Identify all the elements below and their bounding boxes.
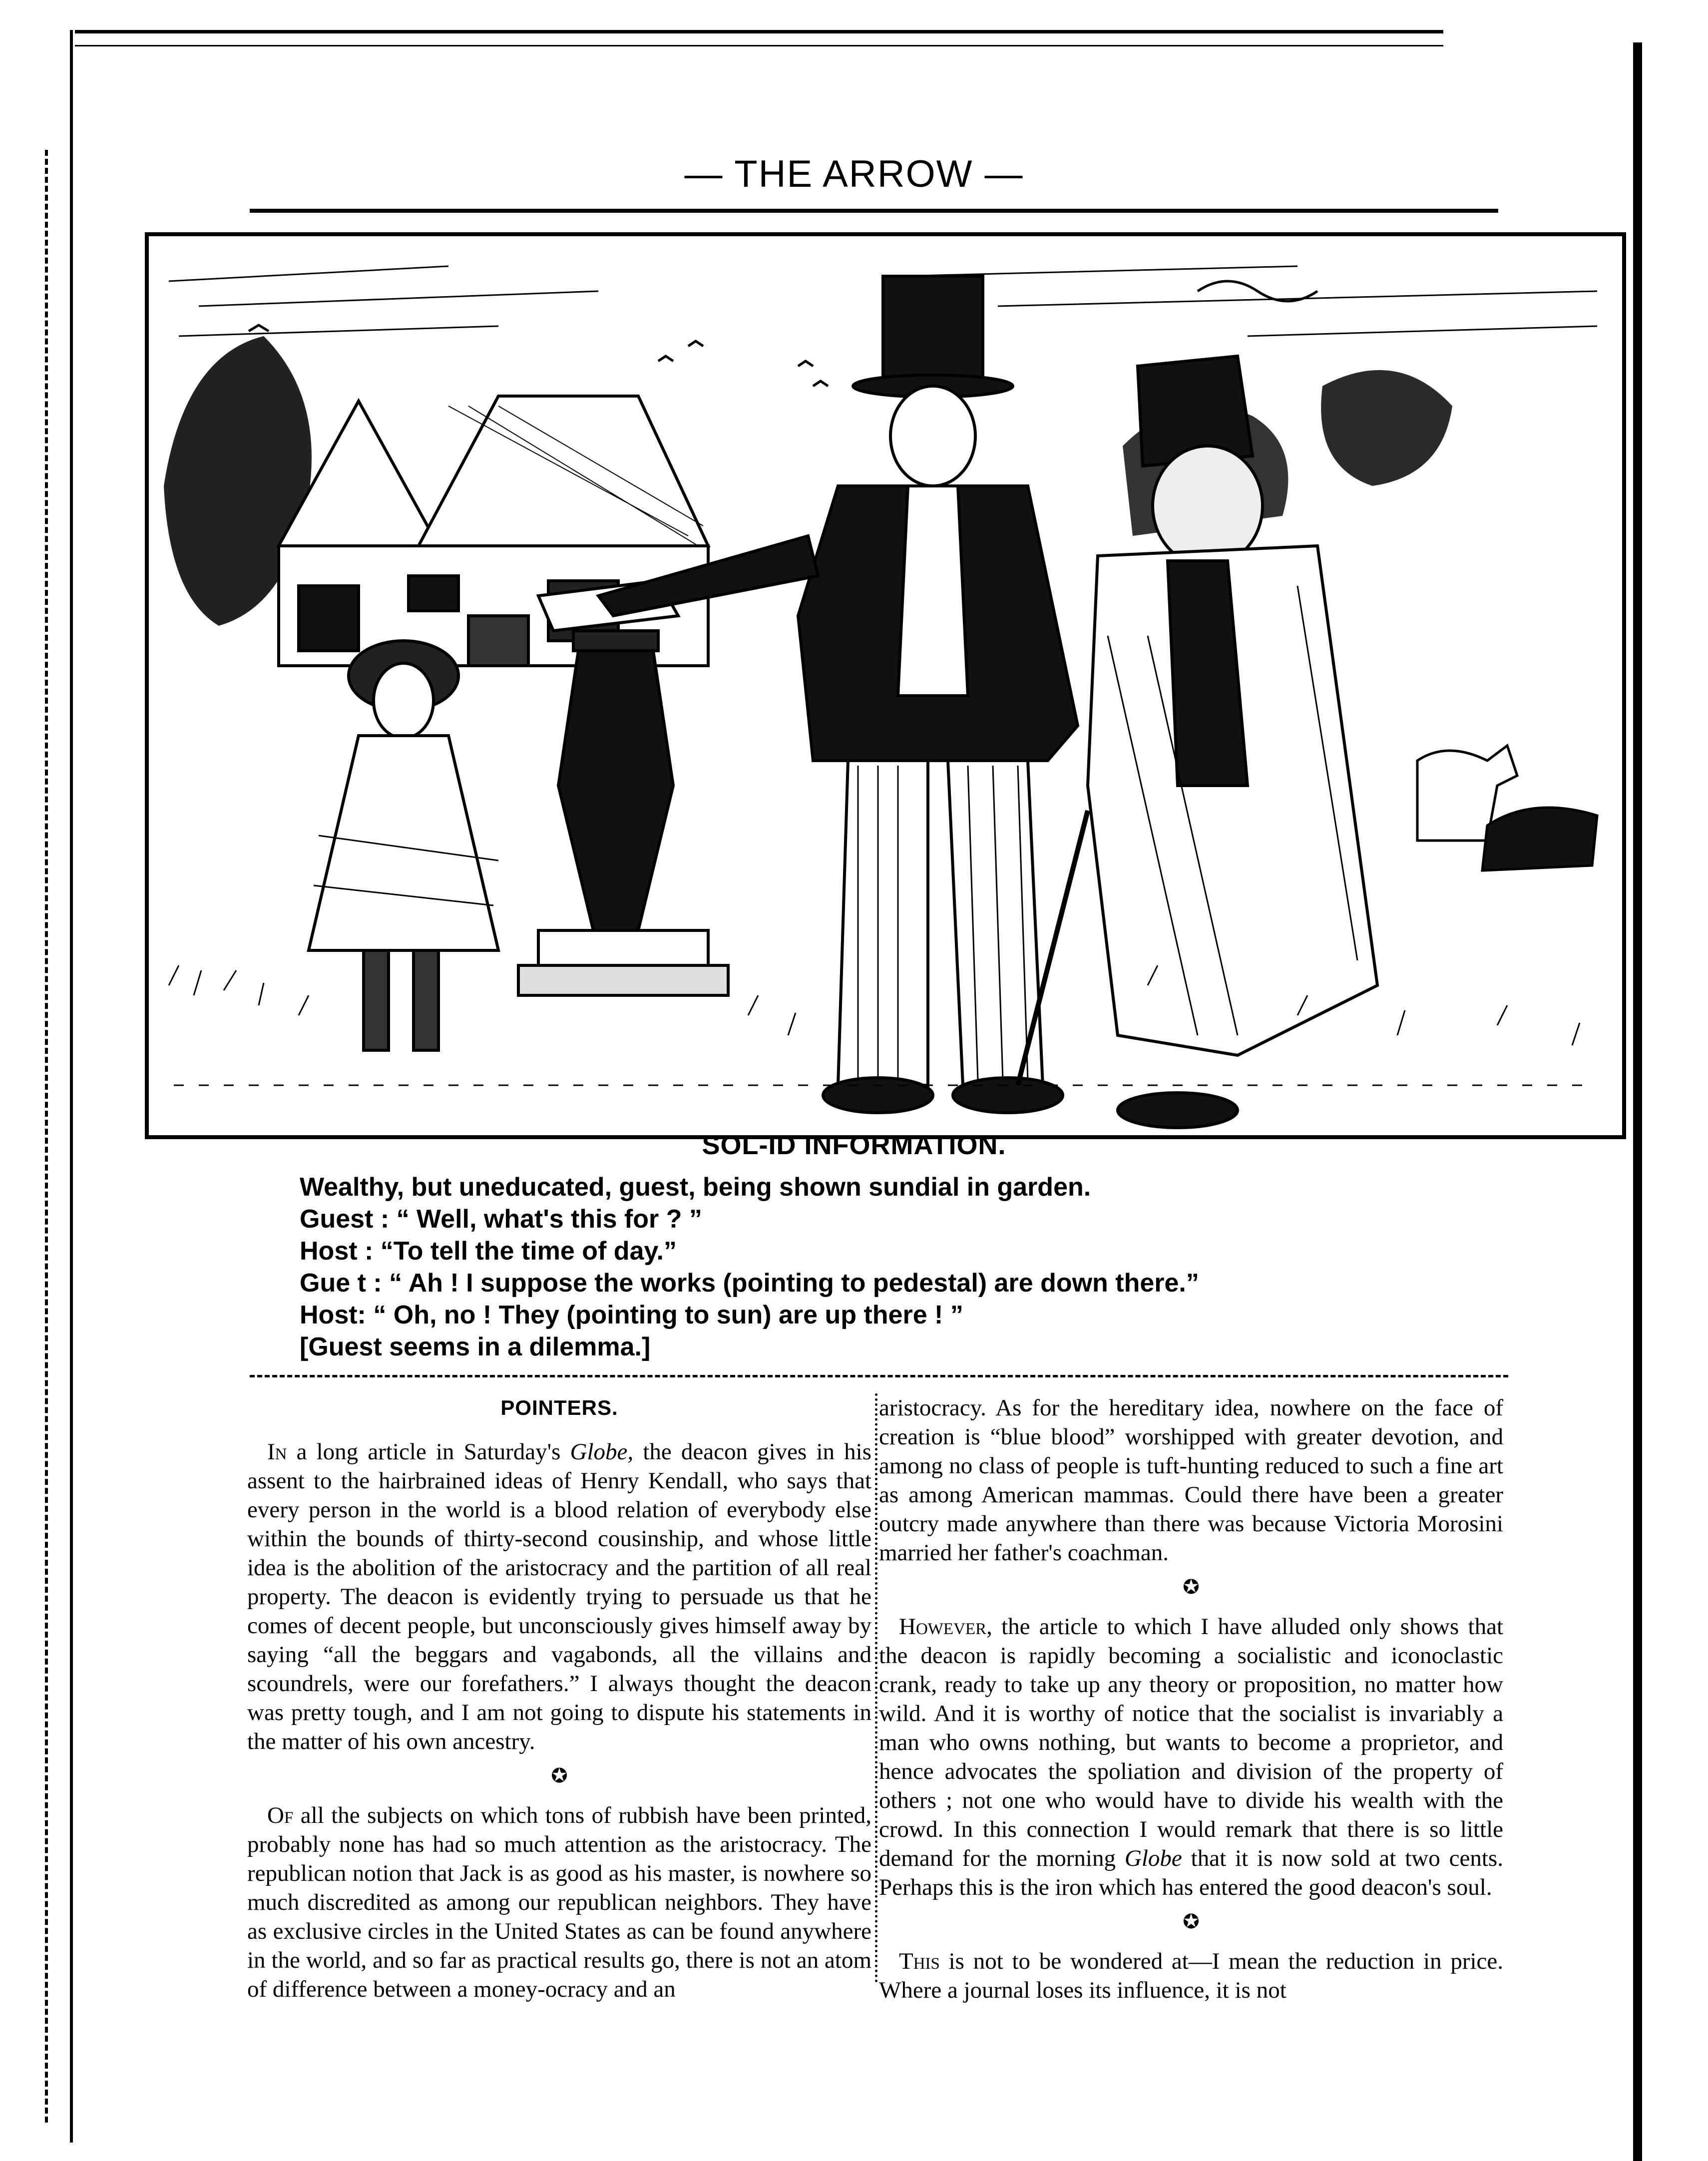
caption-line: Wealthy, but uneducated, guest, being shown sundial in garden. xyxy=(300,1173,1091,1202)
paragraph-text: all the subjects on which tons of rubbish have been printed, probably none has had so much attention as the aristocracy. The republican notion that Jack is as good as his master, is nowhere so much discredited as among our republican neighbors. They have as exclusive circles in the United States as can be found anywhere in the world, and so far as practical results go, there is not an atom of difference between a money-ocracy and an xyxy=(247,1802,871,2002)
article-paragraph xyxy=(879,1947,1503,2005)
ornament-icon: ✪ xyxy=(1183,1576,1200,1598)
caption-line: Guest : “ Well, what's this for ? ” xyxy=(300,1205,702,1234)
masthead-rule xyxy=(250,209,1498,213)
left-border-rule xyxy=(70,30,73,2143)
article-heading: POINTERS. xyxy=(500,1396,618,1419)
column-divider xyxy=(875,1393,877,1983)
right-border-rule xyxy=(1633,42,1642,2161)
drop-lead: However, xyxy=(899,1614,992,1640)
cartoon-drawing xyxy=(149,236,1622,1135)
top-border-rule-thin xyxy=(75,45,1443,46)
drop-lead: Of xyxy=(267,1802,294,1828)
section-separator xyxy=(250,1375,1508,1377)
caption-line: Host : “To tell the time of day.” xyxy=(300,1237,677,1266)
article-paragraph xyxy=(247,1801,871,2004)
caption-line: Host: “ Oh, no ! They (pointing to sun) are up there ! ” xyxy=(300,1300,963,1329)
drop-lead: This xyxy=(899,1948,940,1974)
article-column-right xyxy=(879,1393,1503,2005)
drop-lead: In xyxy=(267,1439,287,1465)
newspaper-name: Globe, xyxy=(570,1439,634,1465)
caption-line: Gue t : “ Ah ! I suppose the works (pointing to pedestal) are down there.” xyxy=(300,1269,1199,1297)
masthead-title: — THE ARROW — xyxy=(684,153,1024,195)
top-border-rule xyxy=(75,30,1443,33)
paragraph-text: a long article in Saturday's xyxy=(287,1439,570,1465)
paragraph-text: the deacon gives in his assent to the hairbrained ideas of Henry Kendall, who says that every person in the world is a blood relation of everybody else within the bounds of thirty-second cousinship, and whose little idea is the abolition of the aristocracy and the partition of all real property. The deacon is evidently trying to persuade us that he comes of decent people, but unconsciously gives himself away by saying “all the beggars and vagabonds, all the villains and scoundrels, were our forefathers.” I always thought the deacon was pretty tough, and I am not going to dispute his statements in the matter of his own ancestry. xyxy=(247,1439,871,1754)
article-paragraph xyxy=(879,1612,1503,1902)
paragraph-text: the article to which I have alluded only shows that the deacon is rapidly becoming a socialistic and iconoclastic crank, ready to take up any theory or proposition, no matter how wild. And it is worthy of notice that the socialist is invariably a man who owns nothing, but wants to become a proprietor, and hence advocates the spoliation and division of the property of others ; not one who would have to divide his wealth with the crowd. In this connection I would remark that there is so little demand for the morning xyxy=(879,1614,1503,1871)
newspaper-name: Globe xyxy=(1124,1845,1182,1871)
ornament-icon: ✪ xyxy=(1183,1910,1200,1933)
ornament-icon: ✪ xyxy=(551,1764,568,1787)
cartoon-title: SOL-ID INFORMATION. xyxy=(702,1130,1006,1160)
caption-line: [Guest seems in a dilemma.] xyxy=(300,1332,651,1361)
cartoon-illustration xyxy=(145,232,1626,1139)
article-paragraph: aristocracy. As for the hereditary idea, nowhere on the face of creation is “blue blood” worshipped with greater devotion, and among no class of people is tuft-hunting reduced to such a fine art as among American mammas. Could there have been a greater outcry made anywhere than there was because Victoria Morosini married her father's coachman. xyxy=(879,1395,1503,1566)
cartoon-caption xyxy=(300,1171,1498,1363)
article-column-left xyxy=(247,1393,871,2004)
paragraph-text: is not to be wondered at—I mean the reduction in price. Where a journal loses its influence, it is not xyxy=(879,1948,1503,2003)
paragraph-text: that it is now sold at two cents. Perhaps this is the iron which has entered the good deacon's soul. xyxy=(879,1845,1503,1900)
article-paragraph xyxy=(247,1437,871,1756)
